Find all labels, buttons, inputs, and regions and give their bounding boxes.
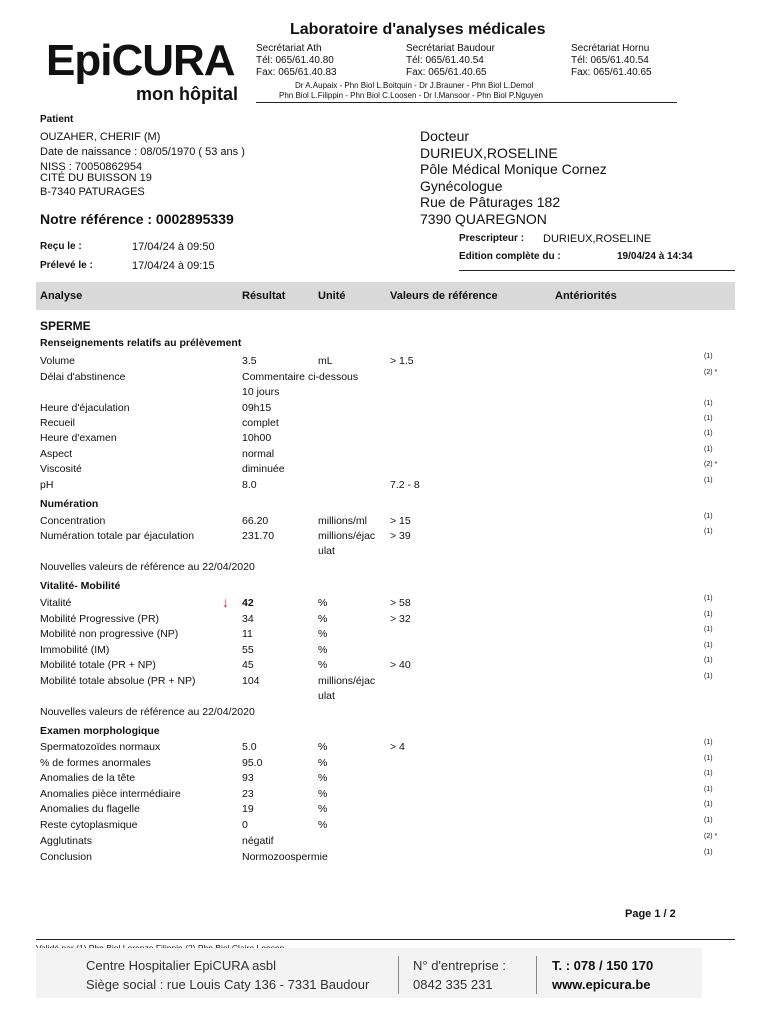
validator-note: (1) bbox=[704, 477, 713, 484]
footer-enterprise-value: 0842 335 231 bbox=[413, 977, 493, 992]
validator-note: (1) bbox=[704, 595, 713, 602]
validator-note: (1) bbox=[704, 849, 713, 856]
footer-enterprise-label: N° d'entreprise : bbox=[413, 958, 506, 973]
result-cell: 66.20 bbox=[242, 515, 269, 527]
unit-cell: % bbox=[318, 597, 328, 609]
unit-cell: ulat bbox=[318, 690, 335, 702]
analyse-cell: Conclusion bbox=[40, 851, 92, 863]
reference-cell: > 39 bbox=[390, 530, 411, 542]
low-value-arrow-icon: ↓ bbox=[222, 594, 229, 610]
unit-cell: ulat bbox=[318, 545, 335, 557]
validator-note: (1) bbox=[704, 400, 713, 407]
result-cell: 5.0 bbox=[242, 741, 257, 753]
secretariat-ath: Secrétariat Ath Tél: 065/61.40.80 Fax: 065/61.40.83 bbox=[256, 43, 337, 78]
result-cell: 45 bbox=[242, 659, 254, 671]
analyse-cell: Examen morphologique bbox=[40, 725, 160, 737]
table-row bbox=[0, 803, 768, 819]
table-row bbox=[0, 386, 768, 402]
table-row bbox=[0, 432, 768, 448]
unit-cell: millions/éjac bbox=[318, 530, 376, 542]
doctor-address: Docteur DURIEUX,ROSELINE Pôle Médical Monique Cornez Gynécologue Rue de Pâturages 182 7390 QUAREGNON bbox=[420, 128, 607, 227]
patient-label: Patient bbox=[40, 114, 74, 125]
validator-note: (1) bbox=[704, 801, 713, 808]
validator-note: (2) * bbox=[704, 369, 718, 376]
result-cell: Normozoospermie bbox=[242, 851, 328, 863]
table-subsection bbox=[0, 580, 768, 596]
validator-note: (2) * bbox=[704, 833, 718, 840]
analyse-cell: Nouvelles valeurs de référence au 22/04/2020 bbox=[40, 561, 255, 573]
table-row bbox=[0, 545, 768, 561]
analyse-cell: Anomalies pièce intermédiaire bbox=[40, 788, 181, 800]
col-analyse: Analyse bbox=[40, 290, 83, 302]
validator-note: (1) bbox=[704, 611, 713, 618]
unit-cell: % bbox=[318, 772, 328, 784]
logo-tagline: mon hôpital bbox=[136, 84, 238, 104]
validator-note: (1) bbox=[704, 657, 713, 664]
analyse-cell: pH bbox=[40, 479, 54, 491]
reference-cell: 7.2 - 8 bbox=[390, 479, 420, 491]
unit-cell: millions/éjac bbox=[318, 675, 376, 687]
validator-note: (1) bbox=[704, 786, 713, 793]
analyse-cell: Vitalité bbox=[40, 597, 72, 609]
lab-title: Laboratoire d'analyses médicales bbox=[290, 21, 546, 38]
unit-cell: mL bbox=[318, 355, 333, 367]
table-row bbox=[0, 757, 768, 773]
result-cell: 55 bbox=[242, 644, 254, 656]
validator-note: (2) * bbox=[704, 461, 718, 468]
table-row bbox=[0, 530, 768, 546]
footer-rule bbox=[36, 939, 735, 940]
result-cell: normal bbox=[242, 448, 275, 460]
received-label: Reçu le : bbox=[40, 241, 82, 252]
analyse-cell: Volume bbox=[40, 355, 76, 367]
analyse-cell: Aspect bbox=[40, 448, 73, 460]
result-cell: 10 jours bbox=[242, 386, 280, 398]
edition-label: Edition complète du : bbox=[459, 251, 561, 262]
result-cell: 23 bbox=[242, 788, 254, 800]
footer-org: Centre Hospitalier EpiCURA asbl bbox=[86, 958, 277, 973]
edition-rule bbox=[459, 270, 735, 271]
table-row bbox=[0, 561, 768, 577]
table-row bbox=[0, 644, 768, 660]
validator-note: (1) bbox=[704, 755, 713, 762]
logo-brand: EpiCURA bbox=[46, 36, 235, 85]
analyse-cell: Nouvelles valeurs de référence au 22/04/2020 bbox=[40, 706, 255, 718]
validator-note: (1) bbox=[704, 673, 713, 680]
analyse-cell: Spermatozoïdes normaux bbox=[40, 741, 161, 753]
table-row bbox=[0, 819, 768, 835]
unit-cell: % bbox=[318, 803, 328, 815]
validator-note: (1) bbox=[704, 528, 713, 535]
validator-note: (1) bbox=[704, 415, 713, 422]
col-anteriorites: Antériorités bbox=[555, 290, 617, 302]
footer-seat: Siège social : rue Louis Caty 136 - 7331 Baudour bbox=[86, 977, 370, 992]
analyse-cell: Anomalies de la tête bbox=[40, 772, 136, 784]
our-reference: Notre référence : 0002895339 bbox=[40, 211, 234, 227]
validator-note: (1) bbox=[704, 353, 713, 360]
analyse-cell: Numération totale par éjaculation bbox=[40, 530, 195, 542]
table-row bbox=[0, 628, 768, 644]
table-row bbox=[0, 515, 768, 531]
result-cell: diminuée bbox=[242, 463, 285, 475]
analyse-cell: % de formes anormales bbox=[40, 757, 151, 769]
table-row bbox=[0, 613, 768, 629]
table-row bbox=[0, 479, 768, 495]
analyse-cell: Immobilité (IM) bbox=[40, 644, 110, 656]
result-cell: 3.5 bbox=[242, 355, 257, 367]
received-value: 17/04/24 à 09:50 bbox=[132, 241, 215, 253]
reference-cell: > 32 bbox=[390, 613, 411, 625]
result-cell: négatif bbox=[242, 835, 274, 847]
table-subsection bbox=[0, 498, 768, 514]
analyse-cell: Viscosité bbox=[40, 463, 82, 475]
reference-cell: > 1.5 bbox=[390, 355, 414, 367]
result-cell: 8.0 bbox=[242, 479, 257, 491]
result-cell: 34 bbox=[242, 613, 254, 625]
validator-note: (1) bbox=[704, 739, 713, 746]
analyse-cell: Agglutinats bbox=[40, 835, 92, 847]
header-rule bbox=[256, 102, 677, 103]
table-row bbox=[0, 417, 768, 433]
prescriber-label: Prescripteur : bbox=[459, 233, 525, 244]
analyse-cell: Délai d'abstinence bbox=[40, 371, 126, 383]
table-row bbox=[0, 659, 768, 675]
analyse-cell: Heure d'éjaculation bbox=[40, 402, 130, 414]
patient-address-1: CITÉ DU BUISSON 19 bbox=[40, 172, 152, 184]
validator-note: (1) bbox=[704, 642, 713, 649]
analyse-cell: Renseignements relatifs au prélèvement bbox=[40, 337, 242, 349]
reference-cell: > 15 bbox=[390, 515, 411, 527]
validator-note: (1) bbox=[704, 770, 713, 777]
validator-note: (1) bbox=[704, 446, 713, 453]
result-cell: complet bbox=[242, 417, 279, 429]
result-cell: Commentaire ci-dessous bbox=[242, 371, 359, 383]
unit-cell: % bbox=[318, 644, 328, 656]
table-subsection bbox=[0, 725, 768, 741]
result-cell: 93 bbox=[242, 772, 254, 784]
table-header-bar bbox=[36, 282, 735, 310]
result-cell: 104 bbox=[242, 675, 260, 687]
analyse-cell: Reste cytoplasmique bbox=[40, 819, 138, 831]
table-row bbox=[0, 594, 768, 613]
pharmacists-line-2: Phn Biol L.Filippin - Phn Biol C.Loosen - Dr I.Mansoor - Phn Biol P.Nguyen bbox=[279, 91, 543, 100]
footer-tel: T. : 078 / 150 170 bbox=[552, 958, 654, 973]
table-row bbox=[0, 463, 768, 479]
analyse-cell: Concentration bbox=[40, 515, 106, 527]
table-row bbox=[0, 402, 768, 418]
result-cell: 10h00 bbox=[242, 432, 272, 444]
table-row bbox=[0, 772, 768, 788]
table-row bbox=[0, 355, 768, 371]
validator-note: (1) bbox=[704, 513, 713, 520]
analyse-cell: Recueil bbox=[40, 417, 76, 429]
table-row bbox=[0, 371, 768, 387]
validator-note: (1) bbox=[704, 626, 713, 633]
reference-cell: > 4 bbox=[390, 741, 405, 753]
table-row bbox=[0, 706, 768, 722]
analyse-cell: Anomalies du flagelle bbox=[40, 803, 140, 815]
unit-cell: millions/ml bbox=[318, 515, 368, 527]
table-row bbox=[0, 835, 768, 851]
unit-cell: % bbox=[318, 819, 328, 831]
result-cell: 09h15 bbox=[242, 402, 272, 414]
reference-cell: > 40 bbox=[390, 659, 411, 671]
sampled-value: 17/04/24 à 09:15 bbox=[132, 260, 215, 272]
footer-divider-2 bbox=[536, 956, 537, 994]
patient-address-2: B-7340 PATURAGES bbox=[40, 186, 145, 198]
result-cell: 95.0 bbox=[242, 757, 263, 769]
unit-cell: % bbox=[318, 659, 328, 671]
table-row bbox=[0, 851, 768, 867]
analyse-cell: Mobilité non progressive (NP) bbox=[40, 628, 179, 640]
secretariat-hornu: Secrétariat Hornu Tél: 065/61.40.54 Fax: 065/61.40.65 bbox=[571, 43, 652, 78]
col-reference: Valeurs de référence bbox=[390, 290, 498, 302]
result-cell: 11 bbox=[242, 628, 253, 640]
result-cell: 0 bbox=[242, 819, 248, 831]
prescriber-value: DURIEUX,ROSELINE bbox=[543, 233, 652, 245]
footer-web[interactable]: www.epicura.be bbox=[552, 977, 651, 992]
validator-note: (1) bbox=[704, 430, 713, 437]
table-subsection bbox=[0, 337, 768, 353]
unit-cell: % bbox=[318, 741, 328, 753]
unit-cell: % bbox=[318, 613, 328, 625]
result-cell: 231.70 bbox=[242, 530, 275, 542]
reference-cell: > 58 bbox=[390, 597, 411, 609]
edition-value: 19/04/24 à 14:34 bbox=[617, 251, 693, 262]
table-row bbox=[0, 675, 768, 691]
result-cell: 42 bbox=[242, 597, 254, 609]
analyse-cell: Vitalité- Mobilité bbox=[40, 580, 121, 592]
patient-name: OUZAHER, CHERIF (M) bbox=[40, 131, 161, 143]
unit-cell: % bbox=[318, 757, 328, 769]
analyse-cell: Mobilité totale absolue (PR + NP) bbox=[40, 675, 196, 687]
analyse-cell: Numération bbox=[40, 498, 99, 510]
col-resultat: Résultat bbox=[242, 290, 286, 302]
patient-dob: Date de naissance : 08/05/1970 ( 53 ans ) bbox=[40, 146, 245, 158]
pharmacists-line-1: Dr A.Aupaix - Phn Biol L.Boitquin - Dr J.Brauner - Phn Biol L.Demol bbox=[295, 81, 534, 90]
validator-note: (1) bbox=[704, 817, 713, 824]
patient-niss: NISS : 70050862954 bbox=[40, 161, 143, 173]
table-row bbox=[0, 788, 768, 804]
table-row bbox=[0, 448, 768, 464]
table-row bbox=[0, 690, 768, 706]
sampled-label: Prélevé le : bbox=[40, 260, 93, 271]
section-title: SPERME bbox=[40, 319, 91, 333]
footer-divider bbox=[398, 956, 399, 994]
secretariat-baudour: Secrétariat Baudour Tél: 065/61.40.54 Fax: 065/61.40.65 bbox=[406, 43, 495, 78]
col-unite: Unité bbox=[318, 290, 346, 302]
analyse-cell: Mobilité totale (PR + NP) bbox=[40, 659, 156, 671]
result-cell: 19 bbox=[242, 803, 254, 815]
analyse-cell: Mobilité Progressive (PR) bbox=[40, 613, 160, 625]
unit-cell: % bbox=[318, 788, 328, 800]
unit-cell: % bbox=[318, 628, 328, 640]
page-number: Page 1 / 2 bbox=[625, 908, 676, 920]
table-row bbox=[0, 741, 768, 757]
analyse-cell: Heure d'examen bbox=[40, 432, 117, 444]
